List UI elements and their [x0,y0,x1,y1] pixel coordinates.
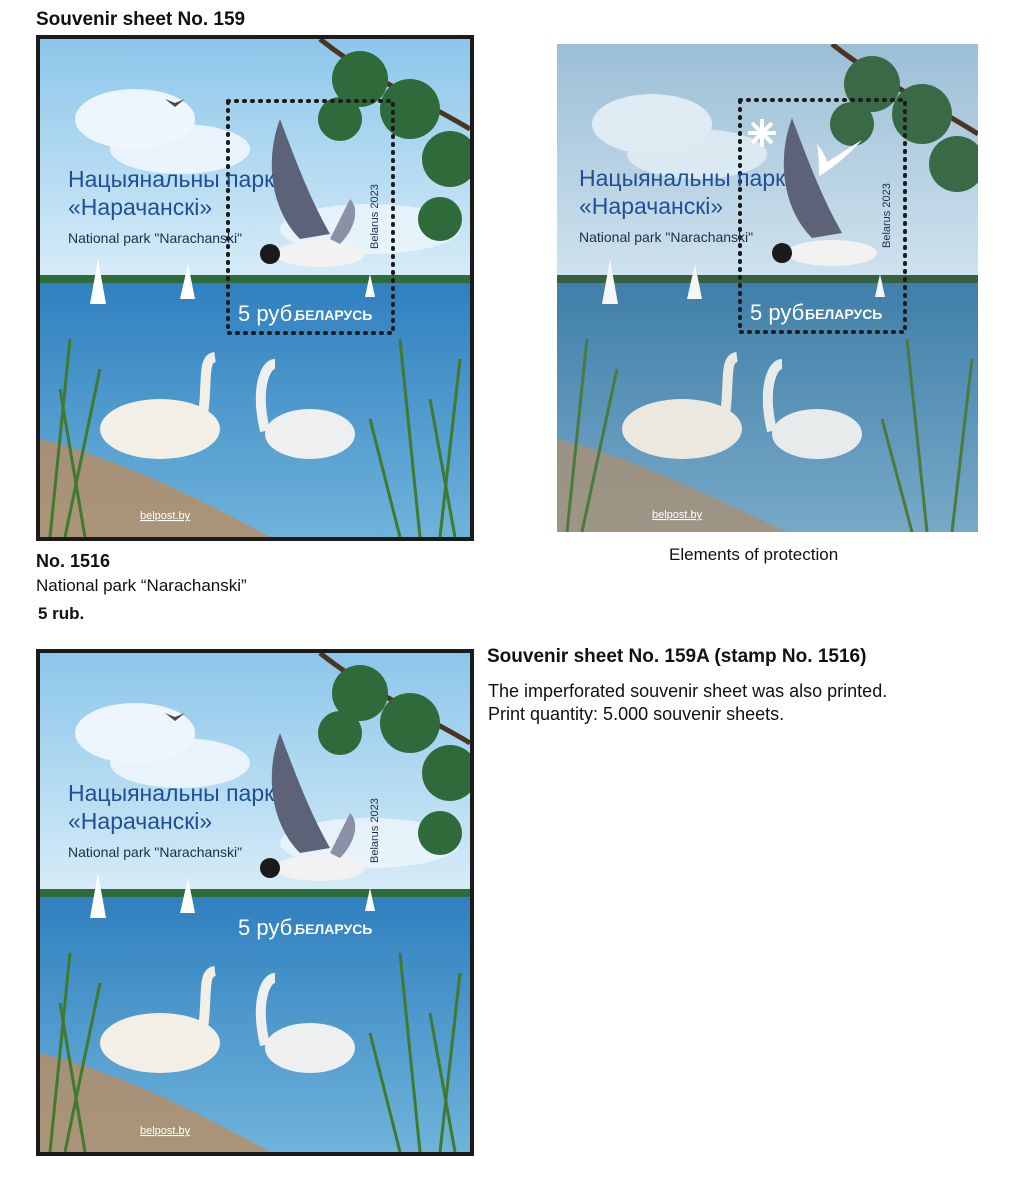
country-year: Belarus 2023 [369,184,381,249]
protection-artwork [557,44,978,532]
sheet-159a-line-1: The imperforated souvenir sheet was also printed. [488,681,888,701]
protection-park-name-by-line1: Нацыянальны парк [579,165,786,191]
protection-park-name-en: National park "Narachanski" [579,229,754,245]
country-name: БЕЛАРУСЬ [295,307,373,323]
sheet-159-heading: Souvenir sheet No. 159 [36,9,246,30]
sheet-159-artwork [40,39,470,537]
stamp-title: National park “Narachanski” [36,576,247,595]
souvenir-sheet-159a [36,649,474,1156]
stamp-value: 5 rub. [38,604,85,623]
sheet-159a-line-2: Print quantity: 5.000 souvenir sheets. [488,704,785,724]
protection-denomination: 5 руб. [750,300,811,325]
sheet-159a-denomination: 5 руб. [238,915,299,940]
park-name-by-line2: «Нарачанскі» [68,194,213,220]
website-label: belpost.by [140,510,191,522]
sheet-159a-park-name-by-line1: Нацыянальны парк [68,780,275,806]
protection-country-name: БЕЛАРУСЬ [805,306,883,322]
protection-elements-sheet [557,44,978,532]
stamp-number: No. 1516 [36,551,111,571]
sheet-159a-country-name: БЕЛАРУСЬ [295,921,373,937]
park-name-en: National park "Narachanski" [68,230,243,246]
sheet-159a-website-label: belpost.by [140,1125,191,1137]
park-name-by-line1: Нацыянальны парк [68,166,275,192]
sheet-159a-heading: Souvenir sheet No. 159A (stamp No. 1516) [487,646,867,667]
protection-park-name-by-line2: «Нарачанскі» [579,193,724,219]
sheet-159a-park-name-en: National park "Narachanski" [68,844,243,860]
souvenir-sheet-159 [36,35,474,541]
protection-caption: Elements of protection [669,545,839,564]
denomination: 5 руб. [238,301,299,326]
protection-ornament-icon [748,119,776,147]
protection-country-year: Belarus 2023 [881,183,893,248]
sheet-159a-artwork [40,653,470,1152]
protection-website-label: belpost.by [652,509,703,521]
sheet-159a-park-name-by-line2: «Нарачанскі» [68,808,213,834]
sheet-159a-country-year: Belarus 2023 [369,798,381,863]
